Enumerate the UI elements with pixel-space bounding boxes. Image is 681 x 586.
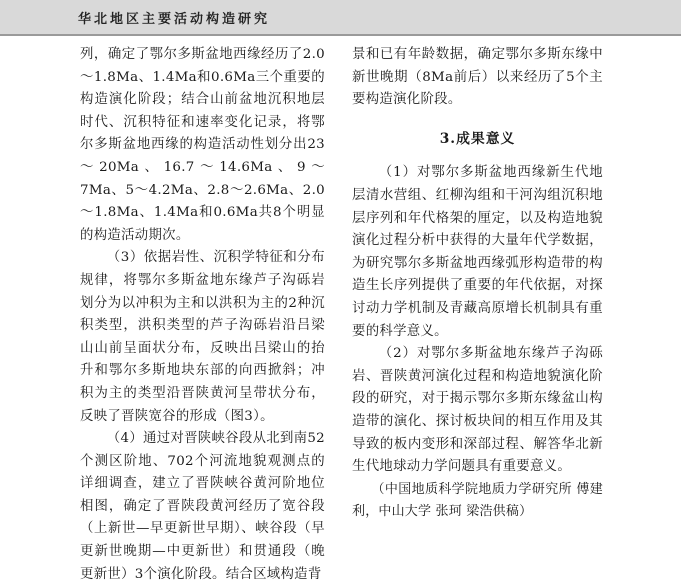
right-paragraph-2: （1）对鄂尔多斯盆地西缘新生代地层清水营组、红柳沟组和干河沟组沉积地层序列和年代格架的厘定，以及构造地貌演化过程分析中获得的大量年代学数据，为研究鄂尔多斯盆地西缘弧形构造带的构造生长序列提供了重要的年代依据，对探讨动力学机制及青藏高原增长机制具有重要的科学意义。 [352, 165, 603, 339]
left-paragraph-3: （4）通过对晋陕峡谷段从北到南52个测区阶地、702个河流地貌观测点的详细调查，建立了晋陕峡谷黄河阶地位相图，确定了晋陕段黄河经历了宽谷段（上新世—早更新世早期）、峡谷段（早更新世晚期—中更新世）和贯通段（晚更新世）3个演化阶段。结合区域构造背 [80, 431, 325, 582]
section-title: 3.成果意义 [439, 130, 516, 147]
running-header-title: 华北地区主要活动构造研究 [78, 12, 271, 27]
header-divider [0, 34, 681, 36]
left-paragraph-2: （3）依据岩性、沉积学特征和分布规律，将鄂尔多斯盆地东缘芦子沟砾岩划分为以冲积为主和以洪积为主的2种沉积类型，洪积类型的芦子沟砾岩沿吕梁山山前呈面状分布，反映出吕梁山的抬升和鄂尔多斯地块东部的向西掀斜；冲积为主的类型沿晋陕黄河呈带状分布，反映了晋陕宽谷的形成（图3）。 [80, 250, 325, 424]
right-paragraph-1: 景和已有年龄数据，确定鄂尔多斯东缘中新世晚期（8Ma前后）以来经历了5个主要构造演化阶段。 [352, 47, 603, 108]
right-column [352, 44, 603, 524]
author-credit: （中国地质科学院地质力学研究所 傅建利，中山大学 张珂 梁浩供稿） [352, 481, 603, 520]
right-paragraph-3: （2）对鄂尔多斯盆地东缘芦子沟砾岩、晋陕黄河演化过程和构造地貌演化阶段的研究，对于揭示鄂尔多斯东缘盆山构造带的演化、探讨板块间的相互作用及其导致的板内变形和深部过程、解答华北新生代地球动力学问题具有重要意义。 [352, 346, 603, 475]
left-column [80, 44, 325, 586]
left-paragraph-1: 列，确定了鄂尔多斯盆地西缘经历了2.0～1.8Ma、1.4Ma和0.6Ma三个重要的构造演化阶段；结合山前盆地沉积地层时代、沉积特征和速率变化记录，将鄂尔多斯盆地西缘的构造活动性划分出23～20Ma、16.7～14.6Ma、9～7Ma、5～4.2Ma、2.8～2.6Ma、2.0～1.8Ma、1.4Ma和0.6Ma共8个明显的构造活动期次。 [80, 47, 325, 243]
running-header [0, 0, 681, 34]
